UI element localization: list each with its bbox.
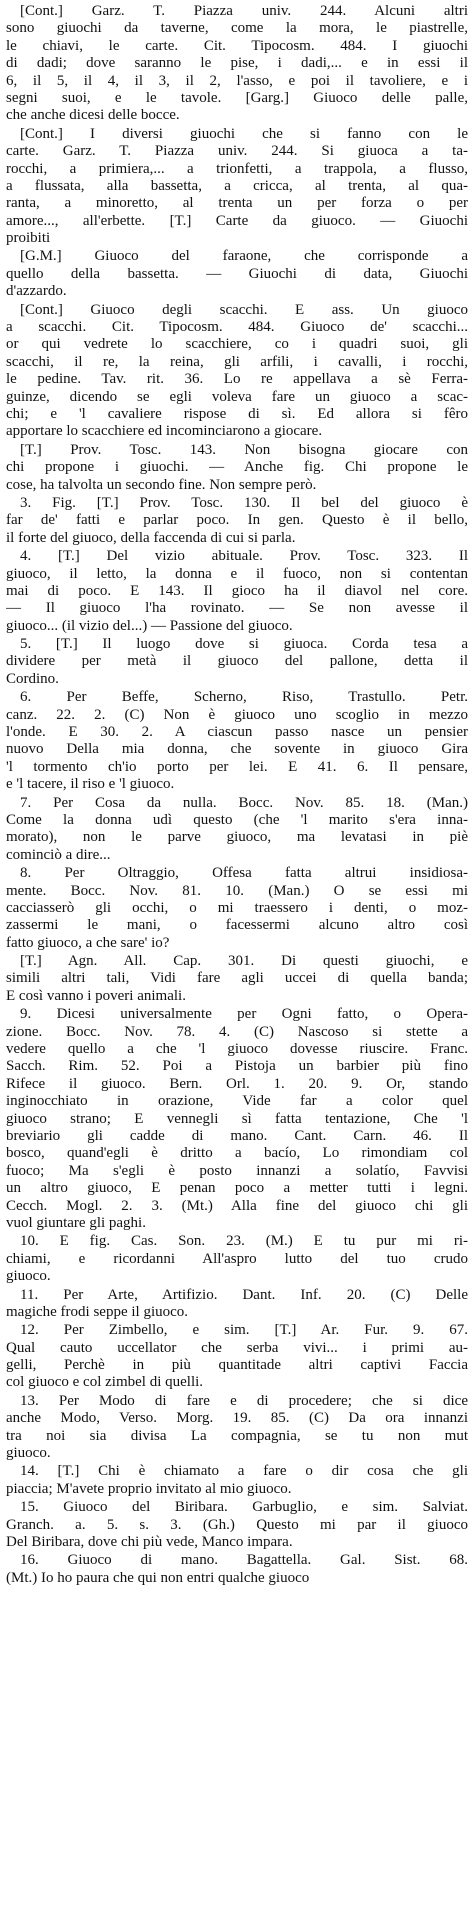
text-line: chi propone i giuochi. — Anche fig. Chi propone le [6,459,468,476]
text-line: proibiti [6,230,51,247]
text-line: morato), non le parve giuoco, ma levatasi in piè [6,829,468,846]
text-line: 8. Per Oltraggio, Offesa fatta altrui insidiosa- [20,865,468,882]
text-line: 10. E fig. Cas. Son. 23. (M.) E tu pur mi ri- [20,1233,468,1250]
text-line: il forte del giuoco, della faccenda di cui si parla. [6,529,296,546]
entry-paragraph [6,1552,468,1587]
text-line: inginocchiato in orazione, Vide far a color quel [6,1093,468,1110]
entry-paragraph [6,689,468,793]
text-line: guinze, dicendo se egli voleva fare un giuoco a scac- [6,388,468,405]
text-line: anche Modo, Verso. Morg. 19. 85. (C) Da ora innanzi [6,1410,468,1427]
text-line: 6, il 5, il 4, il 3, il 2, l'asso, e poi il tavoliere, e i [6,72,468,89]
text-line: giuoco strano; E vennegli sì fatta tentazione, Che 'l [6,1110,468,1127]
text-line: di dadi; dove saranno le pise, i dadi,... e in essi il [6,55,468,72]
text-line: zione. Bocc. Nov. 78. 4. (C) Nascoso si stette a [6,1023,468,1040]
text-line: mai di poco. E 143. Il gioco ha il diavol nel core. [6,582,468,599]
text-line: breviario gli cadde di mano. Cant. Carn. 46. Il [6,1128,468,1144]
text-line: sono giuochi da taverne, come la mora, le piastrelle, [6,20,468,37]
text-line: cominciò a dire... [6,846,111,863]
text-line: fatto giuoco, a che sare' io? [6,934,170,951]
text-line: Cecch. Mogl. 2. 3. (Mt.) Alla fine del giuoco chi gli [6,1197,468,1214]
text-line: mente. Bocc. Nov. 81. 10. (Man.) O se essi mi [6,882,468,899]
text-line: scacchi, il re, la reina, gli arfili, i cavalli, i rocchi, [6,353,468,370]
text-line: 9. Dicesi universalmente per Ogni fatto, o Opera- [20,1006,468,1023]
text-line: un altro giuoco, E penan poco a metter tutti i legni. [6,1180,468,1197]
text-line: [Cont.] Garz. T. Piazza univ. 244. Alcuni altri [20,3,468,19]
entry-paragraph [6,495,468,547]
text-line: vedere quello a che 'l giuoco dovesse riuscire. Franc. [6,1041,468,1058]
text-line: gelli, Perchè in più quantitade altri captivi Faccia [6,1357,468,1374]
text-line: Cordino. [6,670,59,687]
text-line: Granch. a. 5. s. 3. (Gh.) Questo mi par il giuoco [6,1516,468,1533]
text-line: tra noi sia divisa La compagnia, se tu non mut [6,1427,468,1444]
text-line: far de' fatti e parlar poco. In gen. Questo è il bello, [6,512,468,529]
text-line: piaccia; M'avete proprio invitato al mio giuoco. [6,1480,292,1497]
text-line: quello della bassetta. — Giuochi di data, Giuochi [6,265,468,282]
text-line: cose, ha talvolta un secondo fine. Non sempre però. [6,476,317,493]
text-line: le chiavi, le carte. Cit. Tipocosm. 484. I giuochi [6,37,468,54]
text-line: [T.] Agn. All. Cap. 301. Di questi giuochi, e [20,953,468,970]
text-line: ranta, a minoretto, al trenta un per forza o per [6,195,468,212]
text-line: rocchi, a primiera,... a trionfetti, a trappola, a flusso, [6,160,468,177]
text-line: carte. Garz. T. Piazza univ. 244. Si giuoca a ta- [6,143,468,160]
text-line: canz. 22. 2. (C) Non è giuoco uno scoglio in mezzo [6,706,468,723]
text-line: l'onde. E 30. 2. A ciascun passo nasce un pensier [6,724,468,741]
text-line: chi; e 'l cavaliere rispose di sì. Ed allora si fêro [6,405,468,422]
text-line: amore..., all'erbette. [T.] Carte da giuoco. — Giuochi [6,212,468,229]
text-line: [T.] Prov. Tosc. 143. Non bisogna giocare con [20,441,468,458]
text-line: magiche frodi seppe il giuoco. [6,1303,189,1320]
entry-paragraph [6,953,468,1005]
entry-paragraph [6,1499,468,1551]
text-line: [Cont.] Giuoco degli scacchi. E ass. Un giuoco [20,301,468,318]
text-line: dividere per metà il giuoco del pallone, detta il [6,653,468,670]
text-line: 12. Per Zimbello, e sim. [T.] Ar. Fur. 9. 67. [20,1322,468,1339]
text-line: 16. Giuoco di mano. Bagattella. Gal. Sist. 68. [20,1552,468,1569]
text-line: — Il giuoco l'ha rovinato. — Se non avesse il [6,600,468,617]
text-line: fuoco; Ma s'egli è posto innanzi a solatío, Favvisi [6,1162,468,1179]
text-line: giuoco... (il vizio del...) — Passione del giuoco. [6,617,293,634]
text-line: 3. Fig. [T.] Prov. Tosc. 130. Il bel del giuoco è [20,494,468,511]
text-line: bosco, quand'egli è dritto a bacío, Lo rimondiam col [6,1145,468,1162]
entry-paragraph [6,1463,468,1498]
entry-paragraph [6,795,468,865]
entry-paragraph [6,126,468,248]
entry-paragraph [6,248,468,300]
entry-paragraph [6,1233,468,1285]
text-line: 7. Per Cosa da nulla. Bocc. Nov. 85. 18. (Man.) [20,794,468,811]
text-line: giuoco. [6,1268,51,1285]
text-line: [G.M.] Giuoco del faraone, che corrisponde a [20,248,468,265]
text-line: 'l tormento ch'io porto per lei. E 41. 6. Il pensare, [6,758,468,775]
text-line: Come la donna udì questo (che 'l marito s'era inna- [6,811,468,828]
text-line: a flussata, alla bassetta, a cricca, al trenta, al qua- [6,177,468,194]
text-line: 15. Giuoco del Biribara. Garbuglio, e sim. Salviat. [20,1499,468,1516]
text-line: nuovo Della mia donna, che sovente in giuoco Gira [6,741,468,758]
text-line: apportare lo scacchiere ed incominciarono a giocare. [6,423,323,440]
entry-paragraph [6,636,468,688]
text-line: cacciasserò gli occhi, o mi traessero i denti, o moz- [6,899,468,916]
text-line: Rifece il giuoco. Bern. Orl. 1. 20. 9. Or, stando [6,1075,468,1092]
entry-paragraph [6,1006,468,1232]
entry-paragraph [6,1322,468,1392]
text-line: 4. [T.] Del vizio abituale. Prov. Tosc. 323. Il [20,548,468,565]
entry-paragraph [6,1393,468,1463]
entry-paragraph [6,865,468,952]
text-line: 14. [T.] Chi è chiamato a fare o dir cosa che gli [20,1463,468,1480]
text-line: or qui vedrete lo scacchiere, co i quadri suoi, gli [6,336,468,353]
text-line: le pedine. Tav. rit. 36. Lo re appellava a sè Ferra- [6,371,468,388]
text-line: [Cont.] I diversi giuochi che si fanno con le [20,125,468,142]
text-line: vuol giuntare gli paghi. [6,1214,146,1231]
text-line: d'azzardo. [6,283,67,300]
entry-paragraph [6,442,468,494]
text-line: simili altri tali, Vidi fare agli uccei di quella banda; [6,970,468,987]
text-line: 11. Per Arte, Artifizio. Dant. Inf. 20. (C) Delle [20,1286,468,1303]
entry-column [6,2,468,1587]
text-line: che anche dicesi delle bocce. [6,107,180,124]
text-line: giuoco. [6,1445,51,1462]
text-line: chiami, e ricordanni All'aspro lutto del tuo crudo [6,1250,468,1267]
entry-paragraph [6,548,468,635]
text-line: zassermi le mani, o facessermi alcuno altro così [6,917,468,934]
entry-paragraph [6,3,468,125]
text-line: (Mt.) Io ho paura che qui non entri qualche giuoco [6,1569,310,1586]
text-line: Sacch. Rim. 52. Poi a Pistoja un barbier più fino [6,1058,468,1075]
text-line: 6. Per Beffe, Scherno, Riso, Trastullo. Petr. [20,689,468,706]
text-line: segni suoi, e le tavole. [Garg.] Giuoco delle palle, [6,89,468,106]
entry-paragraph [6,1287,468,1322]
text-line: 13. Per Modo di fare e di procedere; che si dice [20,1392,468,1409]
text-line: a scacchi. Cit. Tipocosm. 484. Giuoco de' scacchi... [6,319,468,336]
entry-paragraph [6,302,468,441]
text-line: giuoco, il letto, la donna e il fuoco, non si contentan [6,565,468,582]
text-line: 5. [T.] Il luogo dove si giuoca. Corda tesa a [20,636,468,653]
text-line: Qual cauto uccellator che serba vivi... i primi au- [6,1339,468,1356]
text-line: Del Biribara, dove chi più vede, Manco impara. [6,1533,293,1550]
text-line: col giuoco e col zimbel di quelli. [6,1374,204,1391]
text-line: E così vanno i poveri animali. [6,987,186,1004]
text-line: e 'l tacere, il riso e 'l giuoco. [6,776,175,793]
